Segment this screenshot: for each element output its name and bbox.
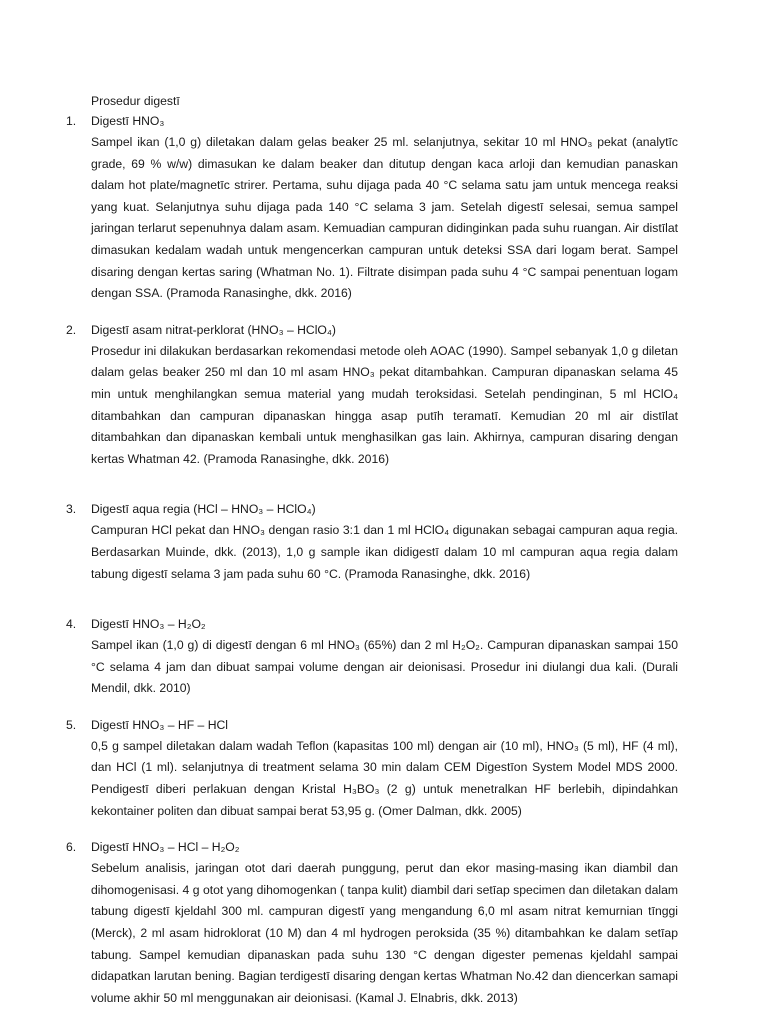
item-heading-text: Digestī aqua regia (HCl – HNO₃ – HClO₄): [91, 502, 316, 517]
item-number: 3.: [66, 502, 77, 517]
procedure-item: [0, 112, 768, 305]
item-heading-text: Digestī HNO₃ – H₂O₂: [91, 617, 206, 632]
procedure-item: [0, 716, 768, 822]
procedure-heading: [0, 500, 768, 520]
item-body: 0,5 g sampel diletakan dalam wadah Teflon (kapasitas 100 ml) dengan air (10 ml), HNO₃ (5 ml), HF (4 ml), dan HCl (1 ml). selanjutnya di treatment selama 30 min dalam CEM Digestīon System Model MDS 2000. Pendigestī diberi perlakuan dengan Kristal H₃BO₃ (2 g) untuk menetralkan HF berlebih, dipindahkan kekontainer politen dan dibuat sampai berat 53,95 g. (Omer Dalman, dkk. 2005): [91, 738, 678, 818]
item-number: 1.: [66, 114, 77, 128]
item-number: 4.: [66, 617, 77, 632]
item-body: Campuran HCl pekat dan HNO₃ dengan rasio 3:1 dan 1 ml HClO₄ digunakan sebagai campuran aqua regia. Berdasarkan Muinde, dkk. (2013), 1,0 g sample ikan didigestī dalam 10 ml campuran aqua regia dalam tabung digestī selama 3 jam pada suhu 60 °C. (Pramoda Ranasinghe, dkk. 2016): [91, 523, 678, 581]
procedure-item: [0, 838, 768, 1009]
item-body: Sampel ikan (1,0 g) di digestī dengan 6 ml HNO₃ (65%) dan 2 ml H₂O₂. Campuran dipanaskan sampai 150 °C selama 4 jam dan dibuat sampai volume dengan air deionisasi. Prosedur ini diulangi dua kali. (Durali Mendil, dkk. 2010): [91, 638, 678, 696]
item-body: Prosedur ini dilakukan berdasarkan rekomendasi metode oleh AOAC (1990). Sampel sebanyak 1,0 g diletan dalam gelas beaker 250 ml dan 10 ml asam HNO₃ pekat ditambahkan. Campuran dipanaskan selama 45 min untuk menghilangkan semua material yang mudah teroksidasi. Setelah pendinginan, 5 ml HClO₄ ditambahkan dan campuran dipanaskan hingga asap putīh teramatī. Kemudian 20 ml air distīlat ditambahkan dan dipanaskan kembali untuk menghasilkan gas lain. Akhirnya, campuran disaring dengan kertas Whatman 42. (Pramoda Ranasinghe, dkk. 2016): [91, 343, 678, 466]
item-number: 6.: [66, 840, 77, 855]
procedure-heading: [0, 716, 768, 736]
item-body: Sebelum analisis, jaringan otot dari daerah punggung, perut dan ekor masing-masing ikan diambil dan dihomogenisasi. 4 g otot yang dihomogenkan ( tanpa kulit) diambil dari setīap specimen dan diletakan dalam tabung digestī kjeldahl 300 ml. campuran digestī yang mengandung 6,0 ml asam nitrat kemurnian tīnggi (Merck), 2 ml asam hidroklorat (10 M) dan 4 ml hydrogen peroksida (35 %) ditambahkan ke dalam setīap tabung. Sampel kemudian dipanaskan pada suhu 130 °C dengan digester pemenas kjeldahl sampai didapatkan larutan bening. Bagian terdigestī disaring dengan kertas Whatman No.42 dan diencerkan samapi volume akhir 50 ml menggunakan air deionisasi. (Kamal J. Elnabris, dkk. 2013): [91, 861, 678, 1005]
item-number: 5.: [66, 717, 77, 732]
item-heading-text: Digestī HNO₃: [91, 114, 165, 128]
item-heading-text: Digestī HNO₃ – HCl – H₂O₂: [91, 840, 240, 855]
procedure-item: [0, 321, 768, 471]
procedure-heading: [0, 321, 768, 341]
procedure-heading: [0, 838, 768, 858]
item-heading-text: Digestī HNO₃ – HF – HCl: [91, 717, 229, 732]
item-body: Sampel ikan (1,0 g) diletakan dalam gelas beaker 25 ml. selanjutnya, sekitar 10 ml HNO₃ pekat (analytīc grade, 69 % w/w) dimasukan ke dalam beaker dan ditutup dengan kaca arloji dan kemudian panaskan dalam hot plate/magnetīc strirer. Pertama, suhu dijaga pada 40 °C selama satu jam untuk mencega reaksi yang kuat. Selanjutnya suhu dijaga pada 140 °C selama 3 jam. Setelah digestī selesai, semua sampel jaringan terlarut sepenuhnya dalam asam. Kemuadian campuran didinginkan pada suhu ruangan. Air distīlat dimasukan kedalam wadah untuk mengencerkan campuran untuk deteksi SSA dari logam berat. Sampel disaring dengan kertas saring (Whatman No. 1). Filtrate disimpan pada suhu 4 °C sampai penentuan logam dengan SSA. (Pramoda Ranasinghe, dkk. 2016): [91, 135, 678, 301]
document-title: Prosedur digestī: [91, 94, 180, 108]
procedure-item: [0, 615, 768, 700]
procedure-heading: [0, 112, 768, 132]
procedure-item: [0, 500, 768, 585]
procedure-heading: [0, 615, 768, 635]
item-heading-text: Digestī asam nitrat-perklorat (HNO₃ – HClO₄): [91, 322, 336, 337]
item-number: 2.: [66, 322, 77, 337]
